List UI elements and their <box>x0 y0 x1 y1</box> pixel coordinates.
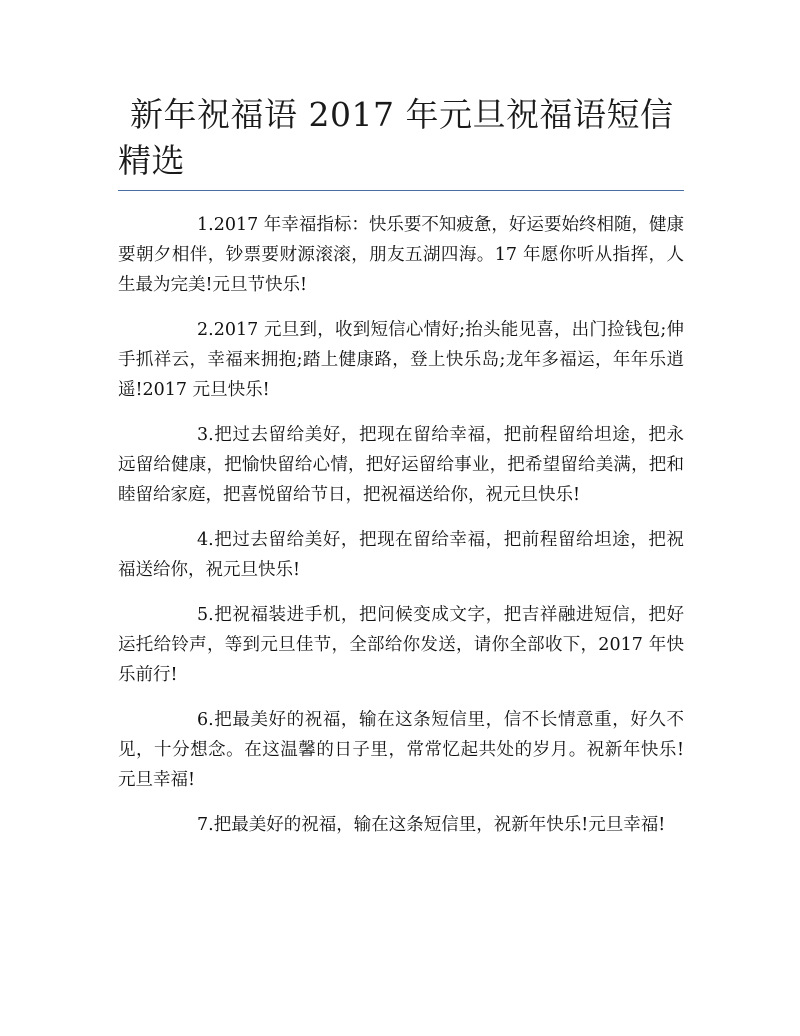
title-line-2: 精选 <box>118 141 185 180</box>
paragraph-1: 1.2017 年幸福指标：快乐要不知疲惫，好运要始终相随，健康要朝夕相伴，钞票要财源滚滚，朋友五湖四海。17 年愿你听从指挥，人生最为完美!元旦节快乐! <box>118 215 684 295</box>
paragraph-7: 7.把最美好的祝福，输在这条短信里，祝新年快乐!元旦幸福! <box>197 815 666 835</box>
paragraph-3: 3.把过去留给美好，把现在留给幸福，把前程留给坦途，把永远留给健康，把愉快留给心情，把好运留给事业，把希望留给美满，把和睦留给家庭，把喜悦留给节日，把祝福送给你，祝元旦快乐! <box>118 425 684 505</box>
title-line-1: 新年祝福语 2017 年元旦祝福语短信 <box>130 95 674 134</box>
paragraph-4: 4.把过去留给美好，把现在留给幸福，把前程留给坦途，把祝福送给你，祝元旦快乐! <box>118 530 684 580</box>
paragraph-2: 2.2017 元旦到，收到短信心情好;抬头能见喜，出门捡钱包;伸手抓祥云，幸福来拥抱;踏上健康路，登上快乐岛;龙年多福运，年年乐逍遥!2017 元旦快乐! <box>118 320 684 400</box>
document-title <box>118 92 684 191</box>
paragraph-6: 6.把最美好的祝福，输在这条短信里，信不长情意重，好久不见，十分想念。在这温馨的日子里，常常忆起共处的岁月。祝新年快乐!元旦幸福! <box>118 710 684 790</box>
paragraph-5: 5.把祝福装进手机，把问候变成文字，把吉祥融进短信，把好运托给铃声，等到元旦佳节，全部给你发送，请你全部收下，2017 年快乐前行! <box>118 605 684 685</box>
document-page <box>118 92 684 855</box>
document-body <box>118 210 684 840</box>
